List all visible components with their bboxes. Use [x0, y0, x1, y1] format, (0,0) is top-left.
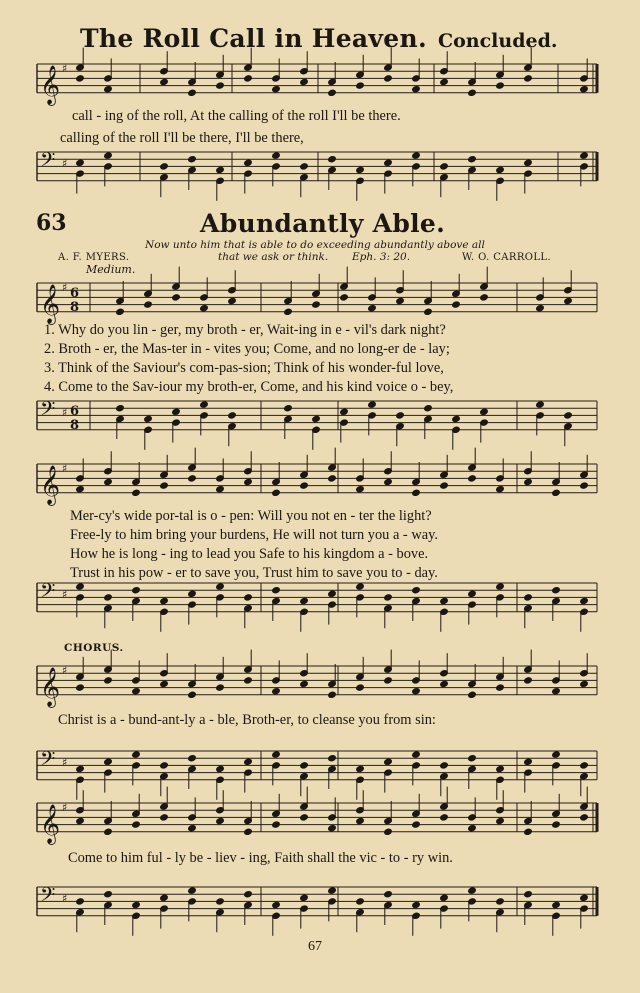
note-chord [384, 159, 393, 193]
treble-clef-icon: 𝄞 [40, 803, 61, 844]
verse-1-line-2: Mer-cy's wide por-tal is o - pen: Will you not en - ter the light? [70, 508, 432, 524]
key-signature-sharp-icon: ♯ [62, 664, 68, 677]
note-chord [440, 163, 449, 197]
treble-clef-icon: 𝄞 [40, 283, 61, 324]
note-chord [356, 898, 365, 932]
key-signature-sharp-icon: ♯ [62, 892, 68, 905]
note-chord [144, 415, 153, 449]
note-chord [440, 653, 449, 687]
key-signature-sharp-icon: ♯ [62, 406, 68, 419]
verse-4-line-2: Trust in his pow - er to save you, Trust him to save you to - day. [70, 565, 438, 581]
note-chord [384, 801, 393, 835]
note-chord [496, 898, 505, 932]
note-chord [580, 597, 589, 631]
note-chord [272, 794, 281, 828]
note-chord [104, 594, 113, 628]
continued-lyric-line-1: call - ing of the roll, At the calling of the roll I'll be there. [72, 108, 401, 124]
note-chord [300, 653, 309, 687]
note-chord [384, 758, 393, 792]
key-signature-sharp-icon: ♯ [62, 62, 68, 75]
chorus-lyric-line-1: Christ is a - bund-ant-ly a - ble, Broth-er, to cleanse you from sin: [58, 712, 436, 728]
note-chord [104, 451, 113, 485]
note-chord [104, 801, 113, 835]
bass-clef-icon: 𝄢 [40, 148, 56, 176]
note-chord [188, 156, 197, 190]
treble-clef-icon: 𝄞 [40, 464, 61, 505]
note-chord [272, 587, 281, 621]
note-chord [300, 51, 309, 85]
note-chord [284, 281, 293, 315]
note-chord [328, 448, 337, 482]
note-chord [172, 408, 181, 442]
note-chord [244, 650, 253, 684]
note-chord [328, 590, 337, 624]
chorus-label: CHORUS. [64, 642, 124, 654]
verse-4-line-1: 4. Come to the Sav-iour my broth-er, Come, and his kind voice o - bey, [44, 379, 454, 395]
note-chord [76, 898, 85, 932]
note-chord [188, 755, 197, 789]
note-chord [564, 270, 573, 304]
note-chord [244, 801, 253, 835]
note-chord [328, 62, 337, 96]
note-chord [552, 901, 561, 935]
note-chord [340, 267, 349, 301]
hymn-number: 63 [36, 210, 67, 236]
note-chord [524, 48, 533, 82]
note-chord [412, 587, 421, 621]
note-chord [480, 408, 489, 442]
staff-5 [37, 464, 597, 493]
note-chord [384, 891, 393, 925]
bass-clef-icon: 𝄢 [40, 397, 56, 425]
note-chord [104, 891, 113, 925]
note-chord [468, 755, 477, 789]
staff-7 [37, 666, 597, 695]
note-chord [116, 281, 125, 315]
treble-clef-icon: 𝄞 [40, 64, 61, 105]
verse-3-line-2: How he is long - ing to lead you Safe to his kingdom a - bove. [70, 546, 429, 562]
key-signature-sharp-icon: ♯ [62, 801, 68, 814]
note-chord [160, 455, 169, 489]
note-chord [160, 894, 169, 928]
staff-1 [37, 64, 597, 93]
note-chord [552, 587, 561, 621]
note-chord [552, 462, 561, 496]
verse-2-line-1: 2. Broth - er, the Mas-ter in - vites you; Come, and no long-er de - lay; [44, 341, 450, 357]
note-chord [272, 462, 281, 496]
time-signature-bottom: 8 [70, 300, 80, 315]
note-chord [76, 159, 85, 193]
verse-1-line-1: 1. Why do you lin - ger, my broth - er, Wait-ing in e - vil's dark night? [44, 322, 446, 338]
composer-credit: W. O. CARROLL. [462, 252, 552, 263]
note-chord [424, 405, 433, 439]
note-chord [244, 594, 253, 628]
note-chord [452, 274, 461, 308]
note-chord [564, 412, 573, 446]
note-chord [228, 412, 237, 446]
note-chord [244, 891, 253, 925]
note-chord [440, 455, 449, 489]
note-chord [76, 657, 85, 691]
key-signature-sharp-icon: ♯ [62, 281, 68, 294]
note-chord [312, 274, 321, 308]
note-chord [412, 462, 421, 496]
note-chord [216, 55, 225, 89]
note-chord [300, 163, 309, 197]
note-chord [188, 664, 197, 698]
note-chord [440, 597, 449, 631]
note-chord [188, 62, 197, 96]
note-chord [412, 794, 421, 828]
key-signature-sharp-icon: ♯ [62, 157, 68, 170]
note-chord [356, 55, 365, 89]
note-chord [188, 590, 197, 624]
note-chord [144, 274, 153, 308]
note-chord [312, 415, 321, 449]
note-chord [160, 653, 169, 687]
note-chord [524, 650, 533, 684]
time-signature-top: 6 [70, 404, 80, 419]
note-chord [172, 267, 181, 301]
page-number: 67 [308, 939, 322, 954]
time-signature-top: 6 [70, 286, 80, 301]
note-chord [132, 587, 141, 621]
note-chord [356, 166, 365, 200]
note-chord [132, 901, 141, 935]
note-chord [340, 408, 349, 442]
chorus-lyric-line-2: Come to him ful - ly be - liev - ing, Faith shall the vic - to - ry win. [68, 850, 453, 866]
note-chord [244, 159, 253, 193]
note-chord [356, 657, 365, 691]
note-chord [396, 270, 405, 304]
note-chord [328, 755, 337, 789]
note-chord [216, 898, 225, 932]
staff-10 [37, 887, 597, 916]
staff-9 [37, 803, 597, 832]
verse-2-line-2: Free-ly to him bring your burdens, He will not turn you a - way. [70, 527, 438, 543]
note-chord [188, 448, 197, 482]
note-chord [524, 758, 533, 792]
treble-clef-icon: 𝄞 [40, 666, 61, 707]
note-chord [480, 267, 489, 301]
bass-clef-icon: 𝄢 [40, 579, 56, 607]
continued-hymn-title: The Roll Call in Heaven. [80, 24, 427, 53]
continued-lyric-line-2: calling of the roll I'll be there, I'll be there, [60, 130, 304, 146]
scripture-reference: Eph. 3: 20. [352, 251, 411, 263]
note-chord [552, 794, 561, 828]
note-chord [216, 657, 225, 691]
note-chord [440, 51, 449, 85]
note-chord [300, 455, 309, 489]
note-chord [468, 62, 477, 96]
note-chord [468, 664, 477, 698]
note-chord [300, 597, 309, 631]
note-chord [328, 664, 337, 698]
note-chord [228, 270, 237, 304]
staff-2 [37, 152, 597, 181]
staff-8 [37, 751, 597, 780]
scripture-line-2: that we ask or think. [218, 251, 329, 263]
bass-clef-icon: 𝄢 [40, 883, 56, 911]
tempo-marking: Medium. [86, 263, 136, 276]
note-chord [104, 758, 113, 792]
note-chord [160, 51, 169, 85]
note-chord [216, 166, 225, 200]
note-chord [300, 894, 309, 928]
note-chord [496, 55, 505, 89]
concluded-label: Concluded. [438, 30, 558, 52]
author-credit: A. F. MYERS. [58, 252, 130, 263]
note-chord [580, 653, 589, 687]
verse-3-line-1: 3. Think of the Saviour's com-pas-sion; Think of his wonder-ful love, [44, 360, 444, 376]
note-chord [524, 891, 533, 925]
note-chord [424, 281, 433, 315]
note-chord [160, 597, 169, 631]
note-chord [244, 48, 253, 82]
note-chord [132, 462, 141, 496]
hymn-title: Abundantly Able. [200, 209, 446, 238]
note-chord [412, 901, 421, 935]
note-chord [524, 451, 533, 485]
note-chord [384, 48, 393, 82]
staff-6 [37, 583, 597, 612]
key-signature-sharp-icon: ♯ [62, 462, 68, 475]
note-chord [468, 156, 477, 190]
note-chord [328, 156, 337, 190]
note-chord [284, 405, 293, 439]
note-chord [132, 794, 141, 828]
note-chord [244, 758, 253, 792]
note-chord [452, 415, 461, 449]
bass-clef-icon: 𝄢 [40, 747, 56, 775]
key-signature-sharp-icon: ♯ [62, 588, 68, 601]
note-chord [524, 801, 533, 835]
note-chord [244, 451, 253, 485]
note-chord [496, 657, 505, 691]
note-chord [272, 901, 281, 935]
key-signature-sharp-icon: ♯ [62, 756, 68, 769]
time-signature-bottom: 8 [70, 418, 80, 433]
note-chord [384, 451, 393, 485]
note-chord [116, 405, 125, 439]
scripture-line-1: Now unto him that is able to do exceeding abundantly above all [145, 239, 485, 251]
note-chord [384, 594, 393, 628]
note-chord [468, 448, 477, 482]
note-chord [76, 48, 85, 82]
note-chord [104, 650, 113, 684]
note-chord [384, 650, 393, 684]
note-chord [524, 594, 533, 628]
note-chord [496, 166, 505, 200]
note-chord [524, 159, 533, 193]
note-chord [396, 412, 405, 446]
note-chord [468, 590, 477, 624]
note-chord [580, 894, 589, 928]
note-chord [580, 455, 589, 489]
note-chord [160, 163, 169, 197]
note-chord [440, 894, 449, 928]
